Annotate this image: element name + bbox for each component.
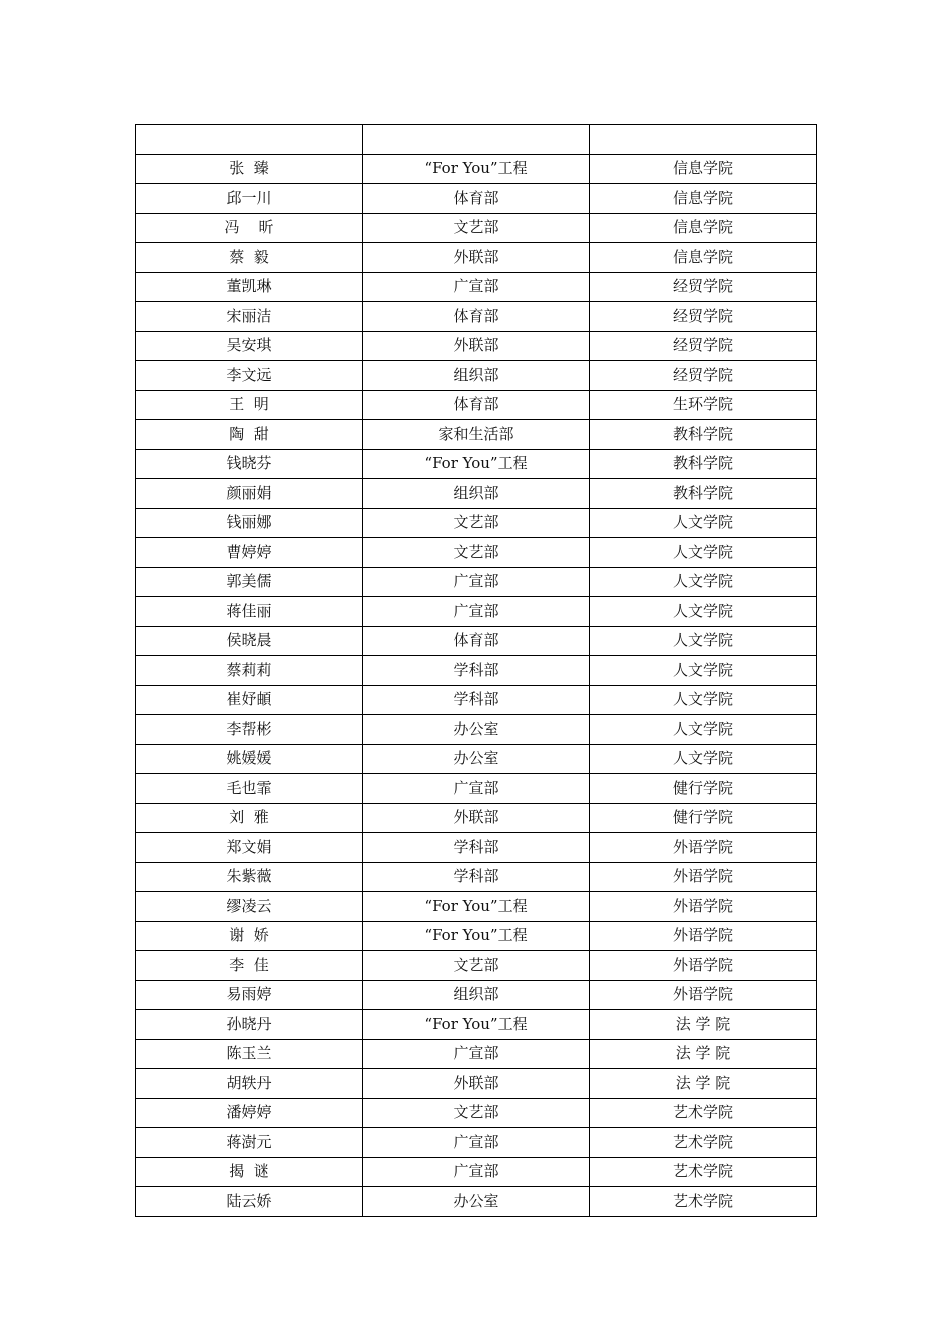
college-cell: 人文学院 [590, 597, 817, 627]
department-cell: 广宣部 [363, 1039, 590, 1069]
college-cell: 艺术学院 [590, 1098, 817, 1128]
department-cell: 办公室 [363, 744, 590, 774]
name-cell: 蒋佳丽 [136, 597, 363, 627]
table-row [136, 892, 817, 922]
table-row [136, 1039, 817, 1069]
table-row [136, 361, 817, 391]
college-cell: 外语学院 [590, 892, 817, 922]
name-cell: 李 佳 [136, 951, 363, 981]
college-cell: 外语学院 [590, 951, 817, 981]
college-cell: 信息学院 [590, 184, 817, 214]
name-cell: 谢 娇 [136, 921, 363, 951]
department-cell: 文艺部 [363, 1098, 590, 1128]
table-row [136, 479, 817, 509]
department-cell: “For You”工程 [363, 1010, 590, 1040]
department-cell: 文艺部 [363, 538, 590, 568]
table-row [136, 331, 817, 361]
name-cell: 李帮彬 [136, 715, 363, 745]
name-cell: 朱紫薇 [136, 862, 363, 892]
table-row [136, 921, 817, 951]
department-cell: “For You”工程 [363, 892, 590, 922]
department-cell: 外联部 [363, 331, 590, 361]
name-cell: 侯晓晨 [136, 626, 363, 656]
college-cell: 经贸学院 [590, 272, 817, 302]
name-cell: 毛也霏 [136, 774, 363, 804]
department-cell: 广宣部 [363, 1157, 590, 1187]
header-cell-department [363, 125, 590, 155]
college-cell: 艺术学院 [590, 1157, 817, 1187]
department-cell: 体育部 [363, 626, 590, 656]
college-cell: 信息学院 [590, 213, 817, 243]
name-cell: 陆云娇 [136, 1187, 363, 1217]
table-row [136, 1187, 817, 1217]
college-cell: 人文学院 [590, 567, 817, 597]
department-cell: 学科部 [363, 862, 590, 892]
department-cell: 广宣部 [363, 567, 590, 597]
table-row [136, 803, 817, 833]
department-cell: 学科部 [363, 656, 590, 686]
name-cell: 缪凌云 [136, 892, 363, 922]
name-cell: 蒋澍元 [136, 1128, 363, 1158]
table-row [136, 1069, 817, 1099]
college-cell: 健行学院 [590, 803, 817, 833]
name-cell: 张 臻 [136, 154, 363, 184]
department-cell: 广宣部 [363, 1128, 590, 1158]
table-row [136, 390, 817, 420]
department-cell: 文艺部 [363, 508, 590, 538]
name-cell: 曹婷婷 [136, 538, 363, 568]
name-cell: 崔妤頔 [136, 685, 363, 715]
college-cell: 信息学院 [590, 243, 817, 273]
table-row [136, 508, 817, 538]
header-cell-college [590, 125, 817, 155]
college-cell: 外语学院 [590, 833, 817, 863]
college-cell: 外语学院 [590, 980, 817, 1010]
name-cell: 董凯琳 [136, 272, 363, 302]
college-cell: 法 学 院 [590, 1039, 817, 1069]
table-row [136, 980, 817, 1010]
department-cell: 家和生活部 [363, 420, 590, 450]
college-cell: 人文学院 [590, 538, 817, 568]
name-cell: 胡轶丹 [136, 1069, 363, 1099]
college-cell: 人文学院 [590, 685, 817, 715]
college-cell: 法 学 院 [590, 1010, 817, 1040]
table-row [136, 1098, 817, 1128]
department-cell: 广宣部 [363, 272, 590, 302]
college-cell: 人文学院 [590, 626, 817, 656]
department-cell: 广宣部 [363, 774, 590, 804]
college-cell: 人文学院 [590, 508, 817, 538]
name-cell: 蔡莉莉 [136, 656, 363, 686]
department-cell: 学科部 [363, 833, 590, 863]
table-row [136, 597, 817, 627]
table-row [136, 272, 817, 302]
table-row [136, 774, 817, 804]
department-cell: 文艺部 [363, 951, 590, 981]
table-row [136, 420, 817, 450]
name-cell: 郭美儒 [136, 567, 363, 597]
name-cell: 郑文娟 [136, 833, 363, 863]
college-cell: 法 学 院 [590, 1069, 817, 1099]
department-cell: 体育部 [363, 390, 590, 420]
table-row [136, 715, 817, 745]
table-row [136, 744, 817, 774]
college-cell: 经贸学院 [590, 302, 817, 332]
name-cell: 冯 昕 [136, 213, 363, 243]
department-cell: 办公室 [363, 1187, 590, 1217]
table-row [136, 154, 817, 184]
header-cell-name [136, 125, 363, 155]
name-cell: 陈玉兰 [136, 1039, 363, 1069]
table-row [136, 302, 817, 332]
table-row [136, 1157, 817, 1187]
name-cell: 钱晓芬 [136, 449, 363, 479]
college-cell: 教科学院 [590, 449, 817, 479]
name-cell: 刘 雅 [136, 803, 363, 833]
college-cell: 艺术学院 [590, 1128, 817, 1158]
member-table-body [136, 125, 817, 1217]
department-cell: 文艺部 [363, 213, 590, 243]
department-cell: “For You”工程 [363, 449, 590, 479]
department-cell: 体育部 [363, 184, 590, 214]
department-cell: 广宣部 [363, 597, 590, 627]
table-header-row [136, 125, 817, 155]
name-cell: 陶 甜 [136, 420, 363, 450]
college-cell: 经贸学院 [590, 331, 817, 361]
table-row [136, 951, 817, 981]
table-row [136, 833, 817, 863]
department-cell: 学科部 [363, 685, 590, 715]
table-row [136, 685, 817, 715]
college-cell: 人文学院 [590, 656, 817, 686]
college-cell: 人文学院 [590, 715, 817, 745]
college-cell: 经贸学院 [590, 361, 817, 391]
college-cell: 教科学院 [590, 420, 817, 450]
department-cell: “For You”工程 [363, 154, 590, 184]
department-cell: 办公室 [363, 715, 590, 745]
name-cell: 潘婷婷 [136, 1098, 363, 1128]
college-cell: 艺术学院 [590, 1187, 817, 1217]
table-row [136, 449, 817, 479]
name-cell: 姚媛媛 [136, 744, 363, 774]
name-cell: 易雨婷 [136, 980, 363, 1010]
college-cell: 生环学院 [590, 390, 817, 420]
table-row [136, 538, 817, 568]
department-cell: 组织部 [363, 479, 590, 509]
name-cell: 揭 谜 [136, 1157, 363, 1187]
department-cell: “For You”工程 [363, 921, 590, 951]
table-row [136, 213, 817, 243]
table-row [136, 862, 817, 892]
table-row [136, 243, 817, 273]
name-cell: 吴安琪 [136, 331, 363, 361]
name-cell: 颜丽娟 [136, 479, 363, 509]
table-row [136, 567, 817, 597]
department-cell: 外联部 [363, 243, 590, 273]
name-cell: 钱丽娜 [136, 508, 363, 538]
table-row [136, 184, 817, 214]
name-cell: 王 明 [136, 390, 363, 420]
department-cell: 组织部 [363, 980, 590, 1010]
member-table [135, 124, 817, 1217]
name-cell: 孙晓丹 [136, 1010, 363, 1040]
name-cell: 宋丽洁 [136, 302, 363, 332]
table-row [136, 626, 817, 656]
college-cell: 外语学院 [590, 862, 817, 892]
college-cell: 健行学院 [590, 774, 817, 804]
college-cell: 信息学院 [590, 154, 817, 184]
name-cell: 蔡 毅 [136, 243, 363, 273]
department-cell: 外联部 [363, 803, 590, 833]
table-row [136, 656, 817, 686]
department-cell: 体育部 [363, 302, 590, 332]
college-cell: 外语学院 [590, 921, 817, 951]
name-cell: 李文远 [136, 361, 363, 391]
table-row [136, 1128, 817, 1158]
department-cell: 组织部 [363, 361, 590, 391]
college-cell: 教科学院 [590, 479, 817, 509]
table-row [136, 1010, 817, 1040]
name-cell: 邱一川 [136, 184, 363, 214]
college-cell: 人文学院 [590, 744, 817, 774]
department-cell: 外联部 [363, 1069, 590, 1099]
